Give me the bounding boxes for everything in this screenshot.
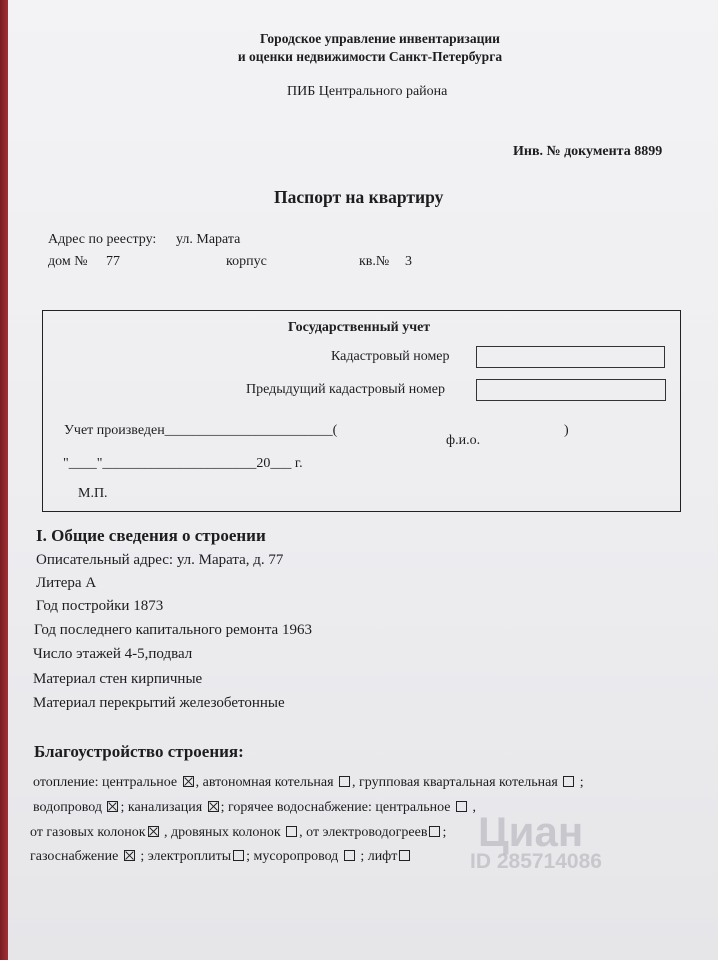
water-label: водопровод [33, 800, 102, 815]
electric-heaters-checkbox[interactable] [429, 826, 440, 837]
semicolon: ; [579, 775, 584, 790]
general-row: Число этажей 4-5,подвал [33, 646, 193, 662]
watermark-brand: Циан [478, 808, 584, 855]
semicolon: ; [442, 825, 447, 840]
lift-label: ; лифт [360, 849, 398, 864]
heating-autonomous-checkbox[interactable] [339, 776, 350, 787]
heating-group-checkbox[interactable] [563, 776, 574, 787]
prev-cadastral-number-field[interactable] [476, 379, 666, 401]
lift-checkbox[interactable] [399, 850, 410, 861]
house-label: дом № [48, 254, 88, 269]
registry-label: Адрес по реестру: [48, 232, 157, 247]
general-row: Литера А [36, 575, 97, 591]
gas-supply-checkbox[interactable] [124, 850, 135, 861]
org-line-1: Городское управление инвентаризации [260, 31, 500, 46]
general-row: Материал перекрытий железобетонные [33, 695, 285, 711]
record-made-line: Учет произведен________________________( [64, 423, 338, 438]
flat-label: кв.№ [359, 254, 390, 269]
fio-caption: ф.и.о. [446, 433, 481, 448]
sewer-checkbox[interactable] [208, 801, 219, 812]
state-record-title: Государственный учет [288, 320, 431, 335]
close-paren: ) [564, 423, 569, 438]
date-line: "____"______________________20___ г. [63, 456, 303, 471]
wood-columns-label: , дровяных колонок [164, 825, 281, 840]
corpus-label: корпус [226, 254, 267, 269]
house-value: 77 [106, 254, 120, 269]
page-title: Паспорт на квартиру [274, 187, 444, 207]
gas-columns-label: от газовых колонок [30, 825, 146, 840]
sewer-label: ; канализация [120, 800, 203, 815]
prev-cadastral-label: Предыдущий кадастровый номер [246, 382, 446, 397]
electric-stoves-label: ; электроплиты [140, 849, 232, 864]
gas-columns-checkbox[interactable] [148, 826, 159, 837]
heating-central-label: отопление: центральное [33, 775, 178, 790]
water-checkbox[interactable] [107, 801, 118, 812]
garbage-chute-checkbox[interactable] [344, 850, 355, 861]
general-row: Год постройки 1873 [36, 598, 164, 614]
amenities-line-gas [30, 849, 412, 865]
org-line-2: и оценки недвижимости Санкт-Петербурга [237, 49, 503, 64]
amenities-heading: Благоустройство строения: [34, 742, 244, 761]
cadastral-label: Кадастровый номер [331, 349, 450, 364]
garbage-chute-label: ; мусоропровод [246, 849, 339, 864]
electric-heaters-label: , от электроводогреев [299, 825, 428, 840]
flat-value: 3 [405, 254, 412, 269]
general-heading: I. Общие сведения о строении [36, 526, 266, 545]
electric-stoves-checkbox[interactable] [233, 850, 244, 861]
amenities-line-heating [33, 775, 584, 791]
general-row: Описательный адрес: ул. Марата, д. 77 [36, 552, 284, 568]
state-record-box [42, 310, 681, 512]
general-row: Материал стен кирпичные [33, 671, 203, 687]
wood-columns-checkbox[interactable] [286, 826, 297, 837]
amenities-line-water [33, 800, 476, 816]
cadastral-number-field[interactable] [476, 346, 665, 368]
general-row: Год последнего капитального ремонта 1963 [34, 622, 312, 638]
comma: , [472, 800, 476, 815]
heating-autonomous-label: , автономная котельная [195, 775, 334, 790]
branch-name: ПИБ Центрального района [287, 84, 448, 99]
registry-value: ул. Марата [176, 232, 241, 247]
gas-supply-label: газоснабжение [30, 849, 119, 864]
hot-water-checkbox[interactable] [456, 801, 467, 812]
doc-number: Инв. № документа 8899 [513, 144, 663, 159]
heating-group-label: , групповая квартальная котельная [352, 775, 558, 790]
watermark-id: ID 285714086 [470, 850, 602, 873]
stamp-label: М.П. [78, 486, 108, 501]
amenities-line-columns [30, 825, 446, 841]
heating-central-checkbox[interactable] [183, 776, 194, 787]
hot-water-label: ; горячее водоснабжение: центральное [220, 800, 451, 815]
